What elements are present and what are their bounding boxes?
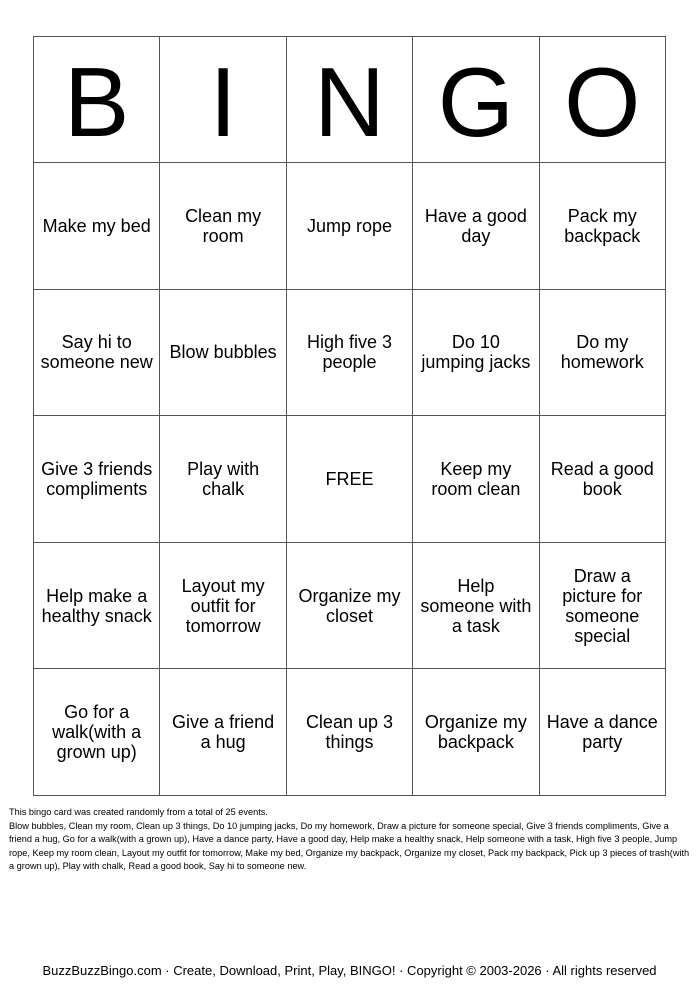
bingo-cell: Go for a walk(with a grown up) — [34, 669, 160, 796]
bingo-cell: Layout my outfit for tomorrow — [160, 542, 286, 669]
bingo-header-row — [34, 37, 666, 163]
bingo-cell: Do 10 jumping jacks — [413, 289, 539, 416]
bingo-cell: Read a good book — [539, 416, 665, 543]
bingo-cell: Help make a healthy snack — [34, 542, 160, 669]
bingo-cell: Draw a picture for someone special — [539, 542, 665, 669]
bingo-cell: Clean up 3 things — [286, 669, 412, 796]
bingo-row-4 — [34, 542, 666, 669]
bingo-cell: Keep my room clean — [413, 416, 539, 543]
caption-intro: This bingo card was created randomly from a total of 25 events. — [9, 807, 268, 817]
header-letter-o: O — [539, 37, 665, 163]
page-footer: BuzzBuzzBingo.com · Create, Download, Print, Play, BINGO! · Copyright © 2003-2026 · All rights reserved — [42, 963, 657, 978]
bingo-cell: Jump rope — [286, 163, 412, 290]
free-space-cell: FREE — [286, 416, 412, 543]
header-letter-n: N — [286, 37, 412, 163]
bingo-row-5 — [34, 669, 666, 796]
header-letter-i: I — [160, 37, 286, 163]
bingo-cell: Give 3 friends compliments — [34, 416, 160, 543]
bingo-cell: Have a dance party — [539, 669, 665, 796]
bingo-row-2 — [34, 289, 666, 416]
bingo-cell: Organize my closet — [286, 542, 412, 669]
header-letter-g: G — [413, 37, 539, 163]
bingo-card — [33, 36, 666, 796]
bingo-cell: Organize my backpack — [413, 669, 539, 796]
bingo-cell: Do my homework — [539, 289, 665, 416]
bingo-cell: Play with chalk — [160, 416, 286, 543]
bingo-cell: Clean my room — [160, 163, 286, 290]
bingo-row-1 — [34, 163, 666, 290]
bingo-cell: Give a friend a hug — [160, 669, 286, 796]
bingo-cell: Blow bubbles — [160, 289, 286, 416]
bingo-cell: Have a good day — [413, 163, 539, 290]
bingo-cell: High five 3 people — [286, 289, 412, 416]
bingo-row-3 — [34, 416, 666, 543]
bingo-cell: Make my bed — [34, 163, 160, 290]
caption-event-list: Blow bubbles, Clean my room, Clean up 3 things, Do 10 jumping jacks, Do my homework, Draw a picture for someone special, Give 3 friends compliments, Give a friend a hug, Go for a walk(with a grown up), Have a dance party, Have a good day, Help make a healthy snack, Help someone with a task, High five 3 people, Jump rope, Keep my room clean, Layout my outfit for tomorrow, Make my bed, Organize my backpack, Organize my closet, Pack my backpack, Pick up 3 pieces of trash(with a grown up), Play with chalk, Read a good book, Say hi to someone new. — [9, 820, 690, 872]
card-caption — [9, 806, 691, 874]
bingo-cell: Pack my backpack — [539, 163, 665, 290]
bingo-cell: Help someone with a task — [413, 542, 539, 669]
header-letter-b: B — [34, 37, 160, 163]
bingo-cell: Say hi to someone new — [34, 289, 160, 416]
